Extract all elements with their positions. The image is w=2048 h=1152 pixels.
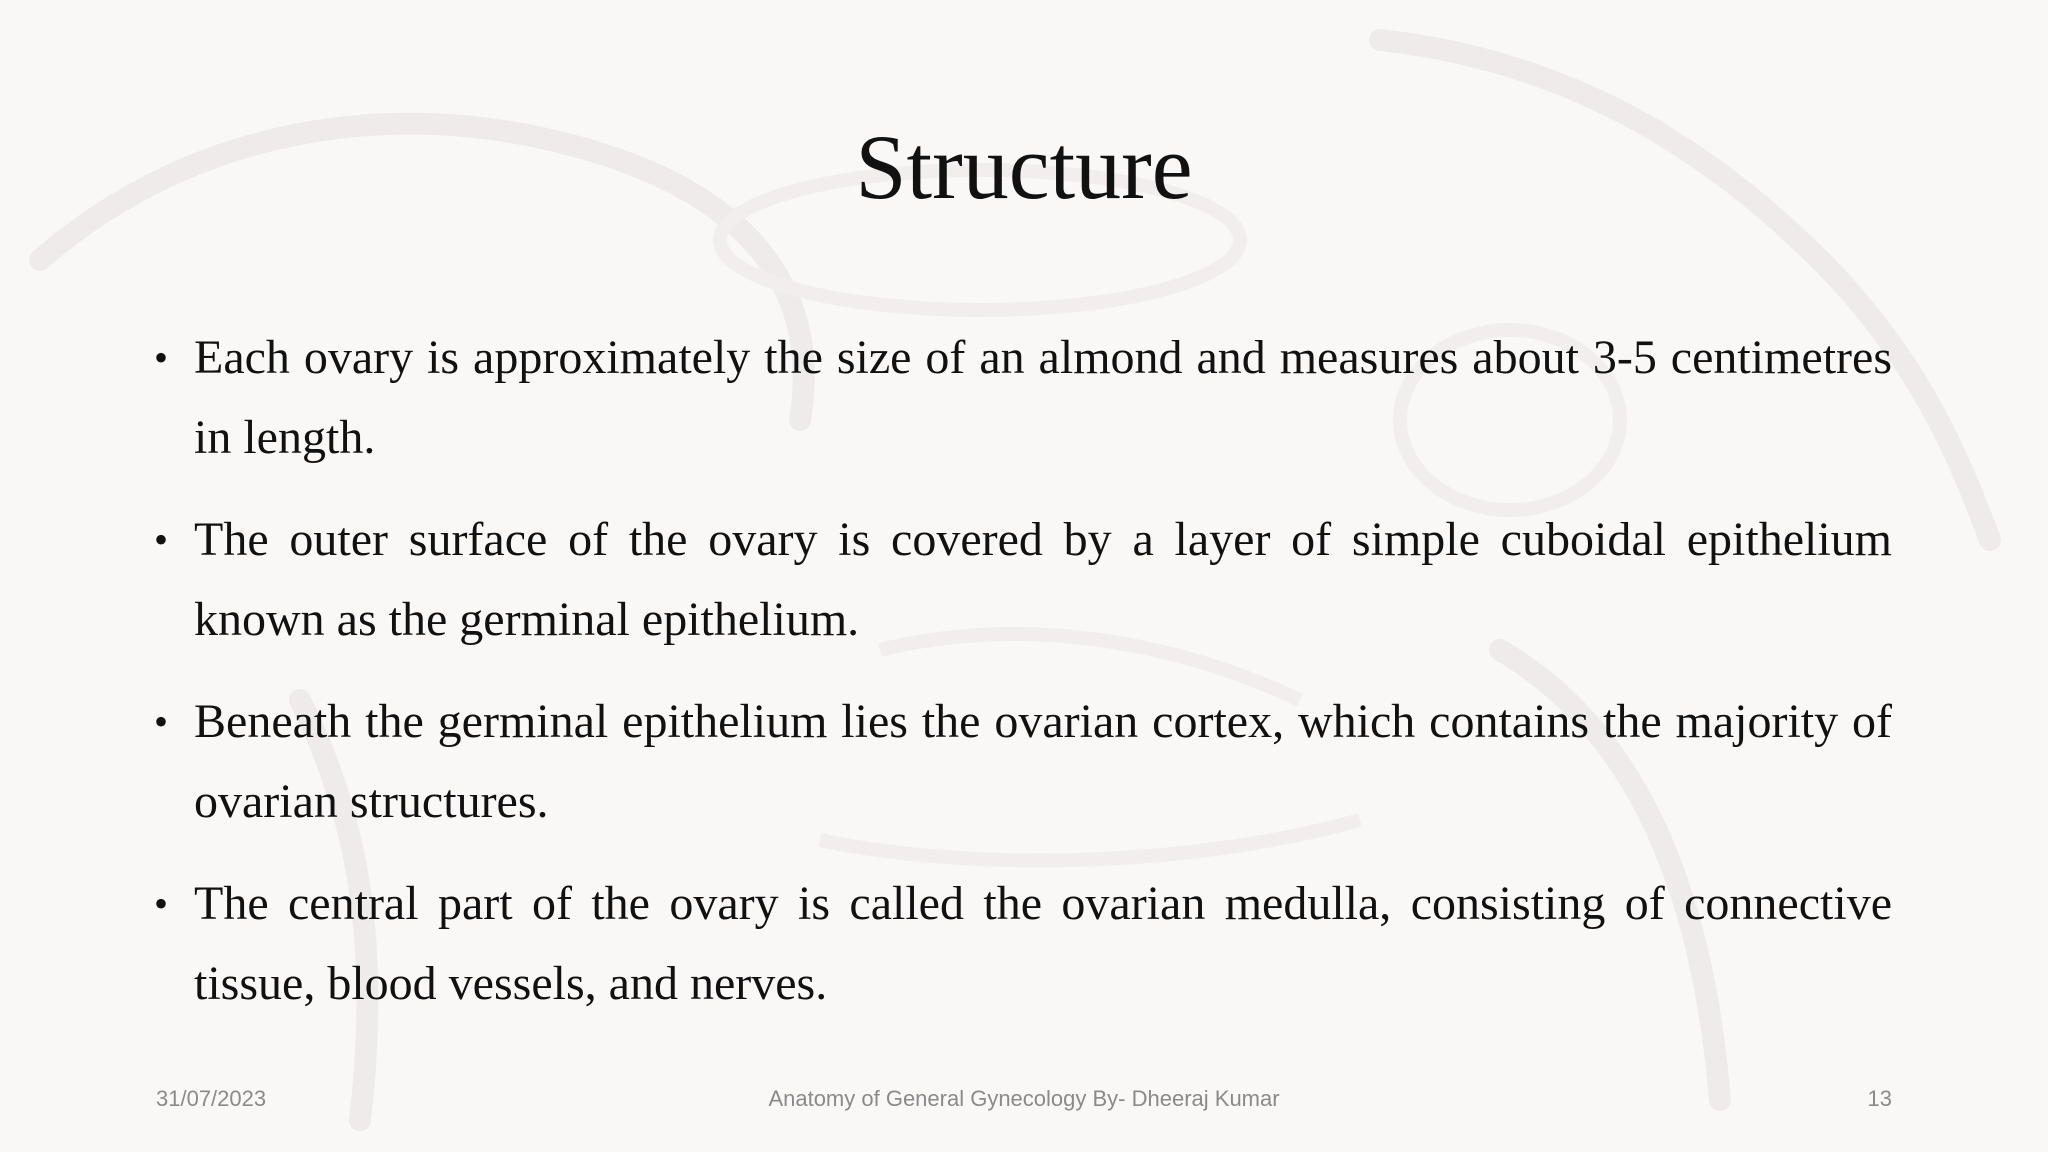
page-number: 13 [1867,1086,1892,1111]
slide-title: Structure [855,116,1193,218]
bullet-marker: • [154,699,169,744]
footer-date: 31/07/2023 [156,1086,267,1111]
bullet-item [154,318,1892,478]
bullet-text: Beneath the germinal epithelium lies the ovarian cortex, which contains the majority of ovarian structures. [194,695,1892,828]
bullet-marker: • [154,881,169,926]
bullet-marker: • [154,335,169,380]
bullet-item [154,500,1892,660]
footer-title: Anatomy of General Gynecology By- Dheeraj Kumar [768,1086,1280,1111]
bullet-item [154,864,1892,1024]
bullet-marker: • [154,517,169,562]
bullet-text: The central part of the ovary is called the ovarian medulla, consisting of connective tissue, blood vessels, and nerves. [194,877,1892,1010]
bullet-text: Each ovary is approximately the size of an almond and measures about 3-5 centimetres in length. [194,331,1892,464]
bullet-list [154,318,1892,1046]
bullet-text: The outer surface of the ovary is covered by a layer of simple cuboidal epithelium known as the germinal epithelium. [194,513,1892,646]
bullet-item [154,682,1892,842]
